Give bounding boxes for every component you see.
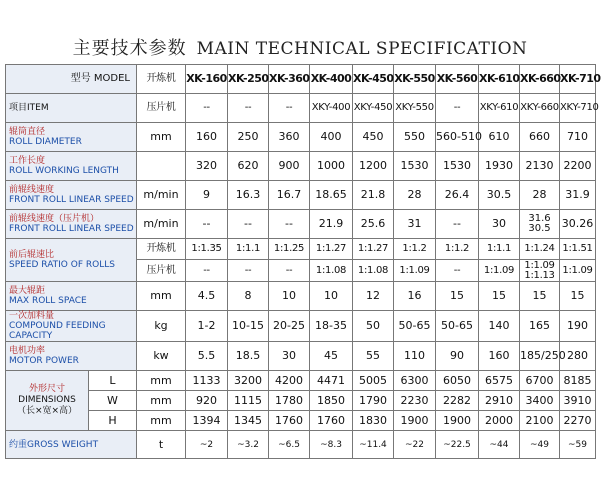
value-cell: 1115 [228,391,269,411]
machine-type-sheeter: 压片机 [137,260,186,282]
value-cell: -- [269,210,310,239]
value-cell: 1:1.08 [310,260,353,282]
model-header: XKY-610 [479,94,520,123]
value-cell: 610 [479,123,520,152]
value-cell: 1:1.1 [479,239,520,260]
row-label [6,181,137,210]
value-cell: -- [228,260,269,282]
value-cell: 30.26 [560,210,596,239]
value-cell: 140 [479,311,520,342]
value-cell: ~2 [186,431,228,459]
value-cell: 1:1.09 [560,260,596,282]
value-cell: 1133 [186,371,228,391]
row-front_speed_sheeter [6,210,596,239]
row-label-zh: 工作长度 [9,156,46,166]
value-cell: 10-15 [228,311,269,342]
value-cell: 1790 [353,391,394,411]
dimension-axis: H [89,411,137,431]
value-cell: 2270 [560,411,596,431]
row-label-zh: 前辊线速度 [9,185,55,195]
unit-cell [137,152,186,181]
value-cell: ~8.3 [310,431,353,459]
row-max_space [6,282,596,311]
row-label [6,152,137,181]
value-cell: 4471 [310,371,353,391]
value-cell: 400 [310,123,353,152]
row-label [6,282,137,311]
value-cell: 45 [310,342,353,371]
value-part: 31.6 [528,213,551,224]
value-part: 1:1.13 [524,269,555,281]
value-cell: 15 [479,282,520,311]
value-cell: 1:1.2 [436,239,479,260]
title-en: MAIN TECHNICAL SPECIFICATION [196,39,528,59]
value-cell: 1:1.1 [228,239,269,260]
value-cell: 10 [269,282,310,311]
row-label-en: MOTOR POWER [9,356,79,366]
row-label-en: ROLL WORKING LENGTH [9,166,119,176]
value-cell: 50-65 [394,311,436,342]
value-cell: 55 [353,342,394,371]
value-cell: 1850 [310,391,353,411]
value-cell: 6575 [479,371,520,391]
value-cell: 1:1.51 [560,239,596,260]
value-cell: 1:1.35 [186,239,228,260]
row-label [6,311,137,342]
row-label-zh: 电机功率 [9,346,46,356]
value-cell: ~11.4 [353,431,394,459]
model-header: XK-400 [310,65,353,94]
value-cell: 1:1.09 [479,260,520,282]
value-part: 30.5 [528,223,551,234]
value-cell: ~6.5 [269,431,310,459]
value-cell: 450 [353,123,394,152]
value-cell: ~49 [520,431,560,459]
value-cell: 1900 [436,411,479,431]
value-cell: 4.5 [186,282,228,311]
value-cell: 360 [269,123,310,152]
value-cell: 1000 [310,152,353,181]
machine-type-sheeter: 压片机 [137,94,186,123]
unit-cell: mm [137,282,186,311]
value-cell: -- [269,260,310,282]
value-cell: 25.6 [353,210,394,239]
value-cell: 5005 [353,371,394,391]
unit-cell: m/min [137,210,186,239]
value-cell: 21.8 [353,181,394,210]
row-label-en: FRONT ROLL LINEAR SPEED [9,195,134,205]
value-cell: 18-35 [310,311,353,342]
dimension-axis: W [89,391,137,411]
row-label [6,210,137,239]
value-cell: 165 [520,311,560,342]
dimensions-en: DIMENSIONS [18,395,76,405]
item-label: 项目ITEM [6,94,137,123]
value-cell: 110 [394,342,436,371]
model-header: XKY-550 [394,94,436,123]
unit-cell: mm [137,371,186,391]
model-header: XK-660 [520,65,560,94]
row-label-zh: 前辊线速度（压片机） [9,214,100,224]
value-cell: 30 [269,342,310,371]
value-cell [520,210,560,239]
model-header: XK-160 [186,65,228,94]
value-cell: 21.9 [310,210,353,239]
value-cell: 3400 [520,391,560,411]
row-label-zh: 一次加料量 [9,311,55,321]
spec-table [5,64,601,459]
value-cell: 1-2 [186,311,228,342]
value-cell: 1:1.27 [310,239,353,260]
model-header: XK-450 [353,65,394,94]
row-feeding [6,311,596,342]
value-cell: 4200 [269,371,310,391]
model-header: XK-710 [560,65,596,94]
value-cell [520,260,560,282]
row-speed-ratio-mixer [6,239,596,260]
row-working_length [6,152,596,181]
value-cell: 30 [479,210,520,239]
row-dimension-H [6,411,596,431]
value-cell: 6700 [520,371,560,391]
value-cell: 560-510 [436,123,479,152]
value-cell: 3200 [228,371,269,391]
value-cell: 250 [228,123,269,152]
value-cell: 160 [186,123,228,152]
value-cell: 280 [560,342,596,371]
row-label-zh: 最大辊距 [9,286,46,296]
value-cell: 18.5 [228,342,269,371]
value-cell: 1780 [269,391,310,411]
value-cell: 10 [310,282,353,311]
value-cell: 16.7 [269,181,310,210]
value-cell: -- [436,210,479,239]
value-cell: 1:1.24 [520,239,560,260]
unit-cell: t [137,431,186,459]
value-cell: 8185 [560,371,596,391]
value-cell: -- [186,210,228,239]
unit-cell: kg [137,311,186,342]
value-cell: 6050 [436,371,479,391]
value-cell: 2910 [479,391,520,411]
model-header: XK-610 [479,65,520,94]
value-cell: 2282 [436,391,479,411]
model-header: -- [228,94,269,123]
row-label-zh: 辊筒直径 [9,127,46,137]
row-label-en: ROLL DIAMETER [9,137,82,147]
value-cell: ~22 [394,431,436,459]
value-cell: -- [186,260,228,282]
value-cell: -- [436,260,479,282]
row-dimension-W [6,391,596,411]
value-cell: 90 [436,342,479,371]
value-cell: -- [228,210,269,239]
value-cell: ~22.5 [436,431,479,459]
unit-cell: mm [137,391,186,411]
value-cell: ~3.2 [228,431,269,459]
value-cell: 16 [394,282,436,311]
value-cell: 5.5 [186,342,228,371]
value-cell: 185/250 [520,342,560,371]
value-cell: 31.9 [560,181,596,210]
row-front_speed [6,181,596,210]
value-cell: 15 [520,282,560,311]
model-header: -- [186,94,228,123]
value-cell: 1:1.27 [353,239,394,260]
value-cell: 1:1.09 [394,260,436,282]
value-cell: 2000 [479,411,520,431]
value-cell: 1760 [269,411,310,431]
value-cell: 18.65 [310,181,353,210]
model-header: XK-550 [394,65,436,94]
header-row-mixer [6,65,596,94]
value-cell: 8 [228,282,269,311]
value-cell: 320 [186,152,228,181]
value-cell: 20-25 [269,311,310,342]
value-cell: 1930 [479,152,520,181]
value-cell: 1345 [228,411,269,431]
value-cell: 2130 [520,152,560,181]
value-cell: 2230 [394,391,436,411]
value-cell: 190 [560,311,596,342]
row-label [6,239,137,282]
model-header: XKY-660 [520,94,560,123]
value-part: 1:1.09 [524,259,555,271]
machine-type-mixer: 开炼机 [137,239,186,260]
unit-cell: mm [137,411,186,431]
model-header: XKY-710 [560,94,596,123]
value-cell: 12 [353,282,394,311]
value-cell: 28 [520,181,560,210]
model-header: XK-250 [228,65,269,94]
value-cell: 50 [353,311,394,342]
dimensions-label [6,371,89,431]
row-label [6,123,137,152]
model-header: -- [436,94,479,123]
model-label: 型号 MODEL [6,65,137,94]
value-cell: 1:1.2 [394,239,436,260]
dimensions-note: （长×宽×高） [16,406,78,416]
value-cell: 550 [394,123,436,152]
value-cell: 710 [560,123,596,152]
title-zh: 主要技术参数 [72,38,187,59]
value-cell: 900 [269,152,310,181]
weight-label [6,431,137,459]
unit-cell: kw [137,342,186,371]
row-label [6,342,137,371]
model-header: XK-560 [436,65,479,94]
unit-cell: mm [137,123,186,152]
dimensions-zh: 外形尺寸 [28,384,65,394]
row-label-en: SPEED RATIO OF ROLLS [9,260,115,270]
model-header: -- [269,94,310,123]
value-cell: 160 [479,342,520,371]
dimension-axis: L [89,371,137,391]
value-cell: ~44 [479,431,520,459]
value-cell: 26.4 [436,181,479,210]
value-cell: 620 [228,152,269,181]
row-label-en: FRONT ROLL LINEAR SPEED [9,224,134,234]
value-cell: 30.5 [479,181,520,210]
value-cell: 1830 [353,411,394,431]
value-cell: 920 [186,391,228,411]
page-title [0,34,600,58]
value-cell: 3910 [560,391,596,411]
value-cell: 1200 [353,152,394,181]
model-header: XKY-450 [353,94,394,123]
unit-cell: m/min [137,181,186,210]
value-cell: 31 [394,210,436,239]
value-cell: 16.3 [228,181,269,210]
value-cell: 28 [394,181,436,210]
value-cell: 15 [560,282,596,311]
value-cell: 1:1.25 [269,239,310,260]
value-cell: 50-65 [436,311,479,342]
value-cell: 2200 [560,152,596,181]
row-label-zh: 前后辊速比 [9,250,55,260]
value-cell: ~59 [560,431,596,459]
row-dimension-L [6,371,596,391]
weight-label-text: 约重GROSS WEIGHT [9,439,99,450]
value-cell: 2100 [520,411,560,431]
model-header: XKY-400 [310,94,353,123]
value-cell: 1530 [436,152,479,181]
value-cell: 660 [520,123,560,152]
header-row-sheeter [6,94,596,123]
row-motor [6,342,596,371]
row-roll_diameter [6,123,596,152]
model-header: XK-360 [269,65,310,94]
value-cell: 1900 [394,411,436,431]
value-cell: 1530 [394,152,436,181]
value-cell: 1:1.08 [353,260,394,282]
value-cell: 9 [186,181,228,210]
row-label-en: MAX ROLL SPACE [9,296,87,306]
value-cell: 15 [436,282,479,311]
row-label-en: COMPOUND FEEDING CAPACITY [9,321,106,341]
value-cell: 1394 [186,411,228,431]
machine-type-mixer: 开炼机 [137,65,186,94]
value-cell: 1760 [310,411,353,431]
row-weight [6,431,596,459]
value-cell: 6300 [394,371,436,391]
